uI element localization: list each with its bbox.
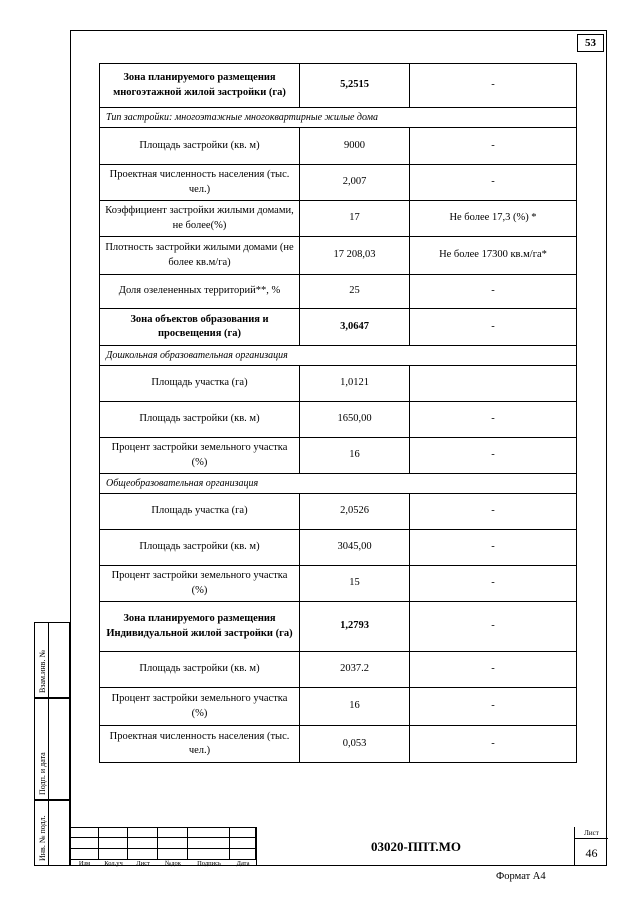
- table-row: [100, 438, 577, 474]
- subheader-label: Общеобразовательная организация: [100, 474, 577, 494]
- title-block: [70, 827, 607, 866]
- sidebar-cell-podp: [34, 698, 70, 800]
- parameter-value: 3045,00: [300, 530, 410, 566]
- stamp-cell: [70, 849, 99, 860]
- stamp-cell: [99, 838, 128, 849]
- stamp-cell: [128, 838, 158, 849]
- parameter-norm: -: [410, 402, 577, 438]
- stamp-header-label: Изм: [78, 860, 91, 867]
- parameter-label: Процент застройки земельного участка (%): [100, 566, 300, 602]
- sheet-box: [574, 827, 608, 866]
- table-row: [100, 602, 577, 652]
- parameter-value: 16: [300, 688, 410, 726]
- parameter-label: Плотность застройки жилыми домами (не более кв.м/га): [100, 237, 300, 275]
- stamp-header-label: №док: [165, 860, 181, 867]
- stamp-header-label: Подпись: [197, 860, 221, 867]
- parameter-value: 1,0121: [300, 366, 410, 402]
- table-row: [100, 201, 577, 237]
- parameter-value: 17: [300, 201, 410, 237]
- stamp-header-label: Дата: [236, 860, 250, 867]
- parameter-label: Площадь участка (га): [100, 494, 300, 530]
- parameter-value: 16: [300, 438, 410, 474]
- table-row: [100, 530, 577, 566]
- stamp-top-line: [70, 827, 256, 828]
- parameters-table: [99, 63, 577, 763]
- stamp-cell: [230, 849, 256, 860]
- parameter-label: Доля озелененных территорий**, %: [100, 275, 300, 309]
- parameter-value: 3,0647: [300, 309, 410, 346]
- stamp-cell: [99, 827, 128, 838]
- sidebar-label-podp: Подп. и дата: [38, 752, 47, 795]
- parameter-label: Проектная численность населения (тыс. чел.): [100, 165, 300, 201]
- table-row: [100, 566, 577, 602]
- stamp-cell: [158, 849, 188, 860]
- parameter-label: Площадь застройки (кв. м): [100, 652, 300, 688]
- stamp-cell: [158, 827, 188, 838]
- sheet-label: Лист: [575, 828, 608, 839]
- parameter-norm: -: [410, 688, 577, 726]
- parameter-label: Проектная численность населения (тыс. чел.): [100, 726, 300, 763]
- parameter-label: Площадь застройки (кв. м): [100, 128, 300, 165]
- table-row: [100, 128, 577, 165]
- parameter-norm: -: [410, 64, 577, 108]
- stamp-cell: [230, 827, 256, 838]
- table-row: [100, 726, 577, 763]
- table-subheader-row: [100, 108, 577, 128]
- stamp-cell: [188, 827, 230, 838]
- parameter-value: 1650,00: [300, 402, 410, 438]
- parameter-label: Зона планируемого размещения Индивидуальной жилой застройки (га): [100, 602, 300, 652]
- stamp-cell: [158, 838, 188, 849]
- table-row: [100, 652, 577, 688]
- table-row: [100, 494, 577, 530]
- stamp-cell: [99, 849, 128, 860]
- table-subheader-row: [100, 346, 577, 366]
- table-row: [100, 309, 577, 346]
- subheader-label: Тип застройки: многоэтажные многоквартирные жилые дома: [100, 108, 577, 128]
- stamp-cell: [70, 838, 99, 849]
- parameter-value: 5,2515: [300, 64, 410, 108]
- parameter-value: 2,007: [300, 165, 410, 201]
- parameter-label: Процент застройки земельного участка (%): [100, 438, 300, 474]
- parameter-label: Зона объектов образования и просвещения (га): [100, 309, 300, 346]
- parameter-value: 0,053: [300, 726, 410, 763]
- parameter-norm: Не более 17300 кв.м/га*: [410, 237, 577, 275]
- document-code: 03020-ППТ.МО: [256, 827, 575, 866]
- stamp-header-label: Лист: [136, 860, 150, 867]
- parameter-norm: -: [410, 165, 577, 201]
- stamp-cell: [230, 838, 256, 849]
- page-number: 53: [577, 34, 604, 52]
- parameter-norm: -: [410, 566, 577, 602]
- parameter-value: 1,2793: [300, 602, 410, 652]
- table-row: [100, 64, 577, 108]
- subheader-label: Дошкольная образовательная организация: [100, 346, 577, 366]
- table-row: [100, 366, 577, 402]
- sidebar-cell-vzam: [34, 622, 70, 698]
- parameter-value: 2,0526: [300, 494, 410, 530]
- parameter-label: Зона планируемого размещения многоэтажной жилой застройки (га): [100, 64, 300, 108]
- parameter-norm: -: [410, 494, 577, 530]
- parameter-norm: -: [410, 438, 577, 474]
- sidebar-cell-inv: [34, 800, 70, 866]
- sidebar-label-vzam: Взам.инв. №: [38, 649, 47, 693]
- table-row: [100, 165, 577, 201]
- stamp-header-label: Кол.уч: [104, 860, 123, 867]
- parameter-norm: Не более 17,3 (%) *: [410, 201, 577, 237]
- parameter-norm: -: [410, 726, 577, 763]
- format-label: Формат А4: [496, 871, 546, 882]
- parameter-norm: [410, 366, 577, 402]
- sheet-number: 46: [585, 846, 598, 860]
- table-row: [100, 237, 577, 275]
- stamp-cell: [128, 827, 158, 838]
- parameter-label: Площадь застройки (кв. м): [100, 530, 300, 566]
- parameter-value: 17 208,03: [300, 237, 410, 275]
- stamp-grid: [70, 827, 256, 866]
- parameter-label: Площадь участка (га): [100, 366, 300, 402]
- parameter-value: 15: [300, 566, 410, 602]
- parameter-label: Коэффициент застройки жилыми домами, не более(%): [100, 201, 300, 237]
- table-row: [100, 688, 577, 726]
- table-row: [100, 275, 577, 309]
- parameter-norm: -: [410, 275, 577, 309]
- parameter-norm: -: [410, 652, 577, 688]
- table-subheader-row: [100, 474, 577, 494]
- parameter-value: 25: [300, 275, 410, 309]
- parameter-norm: -: [410, 128, 577, 165]
- sidebar-label-inv: Инв. № подл.: [38, 815, 47, 861]
- parameter-value: 9000: [300, 128, 410, 165]
- parameter-value: 2037.2: [300, 652, 410, 688]
- stamp-cell: [188, 838, 230, 849]
- stamp-cell: [188, 849, 230, 860]
- parameter-label: Процент застройки земельного участка (%): [100, 688, 300, 726]
- approval-sidebar: [34, 622, 70, 866]
- parameter-norm: -: [410, 530, 577, 566]
- parameter-norm: -: [410, 602, 577, 652]
- stamp-cell: [128, 849, 158, 860]
- parameter-norm: -: [410, 309, 577, 346]
- parameter-label: Площадь застройки (кв. м): [100, 402, 300, 438]
- stamp-cell: [70, 827, 99, 838]
- table-row: [100, 402, 577, 438]
